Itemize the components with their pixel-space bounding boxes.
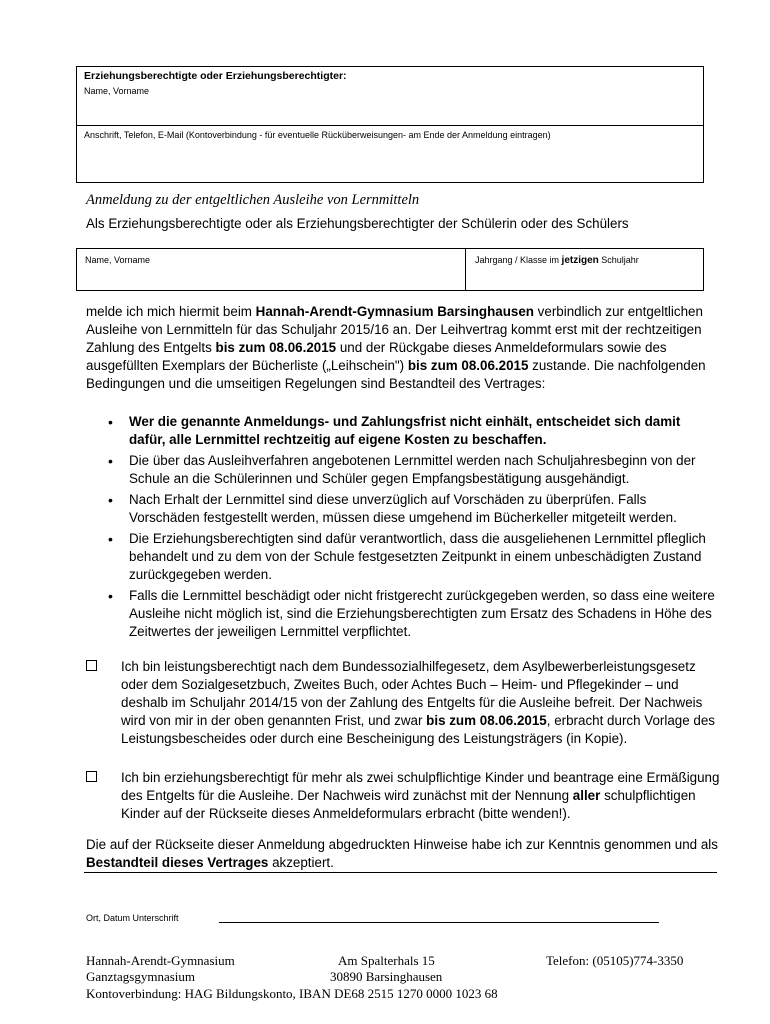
form-title: Anmeldung zu der entgeltlichen Ausleihe von Lernmitteln bbox=[86, 192, 420, 208]
list-item: • Die über das Ausleihverfahren angebotenen Lernmittel werden nach Schuljahresbeginn von der Schule an die Schülerinnen und Schüler gegen Empfangsbestätigung ausgehändigt. bbox=[108, 453, 696, 486]
footer-street: Am Spalterhals 15 bbox=[338, 953, 435, 968]
reduction-text: Ich bin erziehungsberechtigt für mehr als zwei schulpflichtige Kinder und beantrage eine Ermäßigung des Entgelts für die Ausleihe. Der Nachweis wird zunächst mit der Nennung aller schulpflichtigen Kinder auf der Rückseite dieses Anmeldeformulars erbracht (bitte wenden!). bbox=[121, 770, 720, 821]
list-item: • Nach Erhalt der Lernmittel sind diese unverzüglich auf Vorschäden zu überprüfen. Falls Vorschäden festgestellt werden, müssen diese umgehend im Bücherkeller mitgeteilt werden. bbox=[108, 492, 677, 525]
signature-line[interactable] bbox=[219, 922, 659, 923]
signature-label: Ort, Datum Unterschrift bbox=[86, 913, 179, 923]
guardian-box bbox=[76, 66, 704, 183]
footer-phone: Telefon: (05105)774-3350 bbox=[546, 953, 684, 968]
footer-school-type: Ganztagsgymnasium bbox=[86, 969, 196, 984]
divider bbox=[465, 249, 466, 290]
footer-city: 30890 Barsinghausen bbox=[330, 969, 443, 984]
form-subtitle: Als Erziehungsberechtigte oder als Erziehungsberechtigter der Schülerin oder des Schülers bbox=[86, 216, 629, 231]
conditions-list bbox=[108, 413, 719, 644]
footer-school-name: Hannah-Arendt-Gymnasium bbox=[86, 953, 235, 968]
list-item: • Die Erziehungsberechtigten sind dafür verantwortlich, dass die ausgeliehenen Lernmittel pfleglich behandelt und zu dem von der Schule festgesetzten Zeitpunkt in einem unbeschädigten Zustand zurückgegeben werden. bbox=[108, 531, 706, 582]
guardian-heading: Erziehungsberechtigte oder Erziehungsberechtigter: bbox=[84, 70, 347, 82]
divider bbox=[77, 125, 703, 126]
list-item: • Falls die Lernmittel beschädigt oder nicht fristgerecht zurückgegeben werden, so dass eine weitere Ausleihe nicht möglich ist, sind die Erziehungsberechtigten zum Ersatz des Schadens in Höhe des Zeitwertes der jeweiligen Lernmittel verpflichtet. bbox=[108, 588, 715, 639]
guardian-name-label: Name, Vorname bbox=[84, 86, 150, 96]
divider bbox=[84, 872, 717, 873]
reduction-checkbox[interactable] bbox=[86, 771, 97, 782]
student-name-label: Name, Vorname bbox=[85, 255, 151, 265]
guardian-address-label: Anschrift, Telefon, E-Mail (Kontoverbindung - für eventuelle Rücküberweisungen- am Ende der Anmeldung eintragen) bbox=[84, 130, 551, 140]
benefit-text: Ich bin leistungsberechtigt nach dem Bundessozialhilfegesetz, dem Asylbewerberleistungsgesetz oder dem Sozialgesetzbuch, Zweites Buch, oder Achtes Buch – Heim- und Pflegekinder – und deshalb im Schuljahr 2014/15 von der Zahlung des Entgelts für die Ausleihe befreit. Der Nachweis wird von mir in der oben genannten Frist, und zwar bis zum 08.06.2015, erbracht durch Vorlage des Leistungsbescheides oder durch eine Bescheinigung des Leistungsträgers (in Kopie). bbox=[121, 659, 715, 746]
list-item: • Wer die genannte Anmeldungs- und Zahlungsfrist nicht einhält, entscheidet sich damit dafür, alle Lernmittel rechtzeitig auf eigene Kosten zu beschaffen. bbox=[108, 414, 681, 447]
footer-bank: Kontoverbindung: HAG Bildungskonto, IBAN DE68 2515 1270 0000 1023 68 bbox=[86, 986, 498, 1001]
student-box bbox=[76, 248, 704, 291]
student-grade-label: Jahrgang / Klasse im jetzigen Schuljahr bbox=[475, 255, 639, 266]
intro-paragraph: melde ich mich hiermit beim Hannah-Arendt-Gymnasium Barsinghausen verbindlich zur entgeltlichen Ausleihe von Lernmitteln für das Schuljahr 2015/16 an. Der Leihvertrag kommt erst mit der rechtzeitigen Zahlung des Entgelts bis zum 08.06.2015 und der Rückgabe dieses Anmeldeformulars sowie des ausgefüllten Exemplars der Bücherliste („Leihschein") bis zum 08.06.2015 zustande. Die nachfolgenden Bedingungen und die umseitigen Regelungen sind Bestandteil des Vertrages: bbox=[86, 304, 706, 391]
closing-paragraph: Die auf der Rückseite dieser Anmeldung abgedruckten Hinweise habe ich zur Kenntnis genommen und als Bestandteil dieses Vertrages akzeptiert. bbox=[86, 837, 718, 870]
benefit-checkbox[interactable] bbox=[86, 660, 97, 671]
